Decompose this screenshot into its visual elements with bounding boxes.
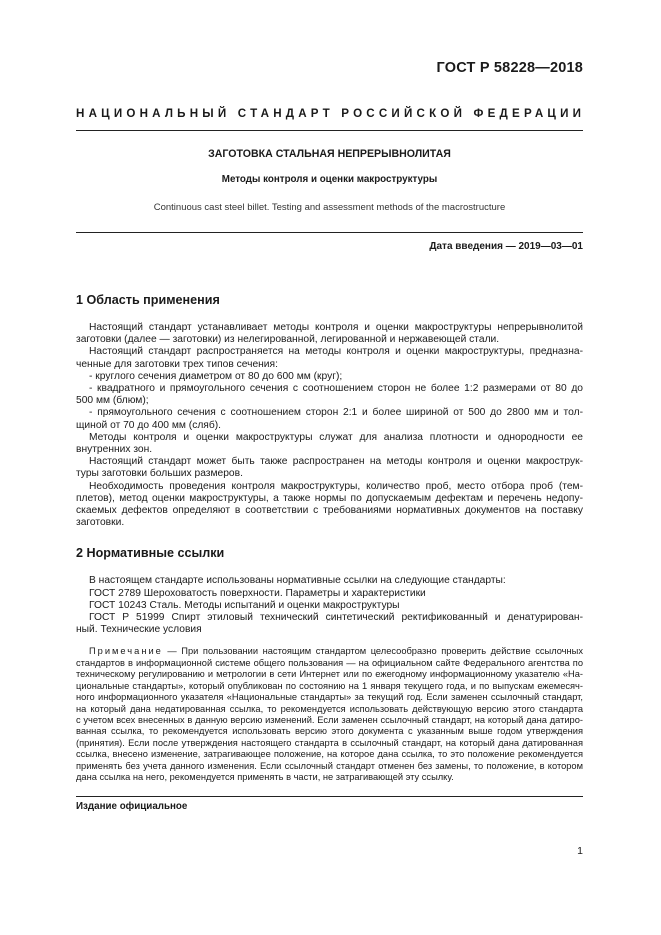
- section-gap: [76, 529, 583, 546]
- text-line: - квадратного и прямоугольного сечения с соотношением сторон не более 1:2 размерами от 80 до: [89, 383, 583, 395]
- text-line: Настоящий стандарт распространяется на методы контроля и оценки макроструктуры, предназна-: [89, 346, 583, 358]
- section-1-text: [76, 322, 583, 529]
- section-2-heading: 2 Нормативные ссылки: [76, 546, 225, 561]
- reference-gost-2789: ГОСТ 2789 Шероховатость поверхности. Параметры и характеристики: [89, 587, 426, 599]
- gost-code: ГОСТ Р 58228—2018: [436, 60, 583, 76]
- note-line: циональные стандарты», который опубликован по состоянию на 1 января текущего года, и по выпускам ежемесяч-: [76, 680, 583, 691]
- section-2-text: [76, 575, 583, 636]
- reference-gost-r-51999: ГОСТ Р 51999 Спирт этиловый технический синтетический ректификованный и денатурирован-: [89, 612, 583, 624]
- page-number: 1: [577, 845, 583, 857]
- note-line: с учетом всех внесенных в данную версию изменений. Если заменен ссылочный стандарт, на который дана датиро-: [76, 714, 583, 725]
- text-line: заготовки (далее — заготовки) из нелегированной, легированной и нержавеющей стали.: [76, 334, 500, 346]
- note-text: — При пользовании настоящим стандартом целесообразно проверить действие ссылочных: [162, 646, 583, 657]
- document-body: [76, 293, 583, 783]
- middle-divider: [76, 232, 583, 233]
- note-line: ссылка, внесено изменение, затрагивающее положение, на которое дана ссылка, то это положение рекомендуется: [76, 749, 583, 760]
- text-line: внутренних зон.: [76, 444, 153, 456]
- text-line: скаемых дефектов определяют в соответствии с требованиями нормативных документов на поставку: [76, 505, 583, 517]
- text-line: ный. Технические условия: [76, 624, 202, 636]
- note-line: стандартов в информационной системе общего пользования — на официальном сайте Федерального агентства по: [76, 657, 583, 668]
- text-line: Методы контроля и оценки макроструктуры служат для анализа плотности и однородности ее: [89, 431, 583, 443]
- text-line: ченные для заготовки трех типов сечения:: [76, 358, 278, 370]
- text-line: 500 мм (блюм);: [76, 395, 149, 407]
- text-line: щиной от 70 до 400 мм (сляб).: [76, 419, 221, 431]
- document-title: ЗАГОТОВКА СТАЛЬНАЯ НЕПРЕРЫВНОЛИТАЯ: [208, 148, 451, 160]
- text-line: Настоящий стандарт может быть также распространен на методы контроля и оценки макрострук-: [89, 456, 583, 468]
- official-edition-label: Издание официальное: [76, 801, 188, 812]
- section-1-heading: 1 Область применения: [76, 293, 220, 307]
- note-line: техническому регулированию и метрологии в сети Интернет или по ежегодному информационному указателю «На-: [76, 669, 583, 680]
- english-title: Continuous cast steel billet. Testing and assessment methods of the macrostructure: [153, 202, 506, 213]
- text-line: - прямоугольного сечения с соотношением сторон 2:1 и более шириной от 500 до 2800 мм и тол-: [89, 407, 583, 419]
- note-line: (принятия). Если после утверждения настоящего стандарта в ссылочный стандарт, на который дана датированная: [76, 737, 583, 748]
- note-line: применять без учета данного изменения. Если ссылочный стандарт отменен без замены, то положение, в котором: [76, 760, 583, 771]
- text-line: Необходимость проведения контроля макроструктуры, количество проб, место отбора проб (тем-: [89, 480, 583, 492]
- note-block: [76, 646, 583, 783]
- note-line: ного информационного указателя «Национальные стандарты» за текущий год. Если заменен ссылочный стандарт,: [76, 692, 583, 703]
- note-line: ванная ссылка, то рекомендуется использовать версию этого документа с указанным выше годом утверждения: [76, 726, 583, 737]
- text-line: В настоящем стандарте использованы нормативные ссылки на следующие стандарты:: [89, 575, 506, 587]
- top-divider: [76, 130, 583, 131]
- bottom-divider: [76, 796, 583, 797]
- text-line: туры заготовки больших размеров.: [76, 468, 243, 480]
- text-line: заготовки.: [76, 517, 125, 529]
- document-subtitle: Методы контроля и оценки макроструктуры: [221, 174, 438, 185]
- introduction-date: Дата введения — 2019—03—01: [429, 241, 583, 252]
- text-line: - круглого сечения диаметром от 80 до 600 мм (круг);: [89, 370, 343, 382]
- reference-gost-10243: ГОСТ 10243 Сталь. Методы испытаний и оценки макроструктуры: [89, 599, 400, 611]
- note-line: на который дана недатированная ссылка, то рекомендуется использовать действующую версию этого стандарта: [76, 703, 583, 714]
- text-line: Настоящий стандарт устанавливает методы контроля и оценки макроструктуры непрерывнолитой: [89, 322, 583, 333]
- text-line: плетов), метод оценки макроструктуры, а также нормы по допускаемым дефектам и перечень недопу-: [76, 492, 583, 504]
- national-standard-banner: НАЦИОНАЛЬНЫЙ СТАНДАРТ РОССИЙСКОЙ ФЕДЕРАЦИИ: [76, 107, 586, 120]
- note-line: дана ссылка на него, рекомендуется применять в части, не затрагивающей эту ссылку.: [76, 771, 454, 782]
- note-label: Примечание: [89, 646, 163, 657]
- note-line: [76, 646, 583, 657]
